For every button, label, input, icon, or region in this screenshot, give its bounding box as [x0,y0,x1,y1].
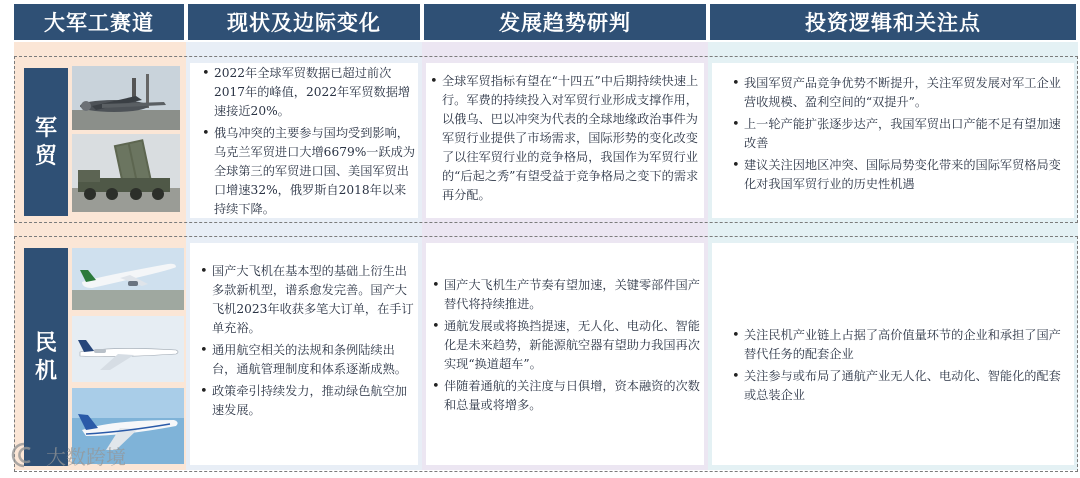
civil-trend-list [432,276,702,418]
header-track: 大军工赛道 [14,4,184,40]
category-char: 机 [34,358,57,384]
list-item: • 上一轮产能扩张逐步达产，我国军贸出口产能不足有望加速改善 [732,115,1068,153]
category-char: 贸 [34,143,57,169]
watermark [8,440,126,470]
list-item: • 国产大飞机在基本型的基础上衍生出多款新机型，谱系愈发完善。国产大飞机2023年收获多笔大订单，在手订单充裕。 [200,262,414,338]
category-military-trade [24,68,68,216]
category-char: 民 [34,330,57,356]
business-jet-photo [72,316,184,382]
header-logic: 投资逻辑和关注点 [710,4,1076,40]
list-item: • 全球军贸指标有望在“十四五”中后期持续快速上行。军费的持续投入对军贸行业形成支撑作用，以俄乌、巴以冲突为代表的全球地缘政治事件为军贸行业提供了市场需求，国际形势的变化改变了以往军贸行业的竞争格局，我国作为军贸行业的“后起之秀”有望受益于竞争格局之变下的需求再分配。 [430,72,702,205]
c919-airliner-photo [72,248,184,310]
civil-logic-list [732,326,1068,408]
military-trend-list [430,72,702,208]
missile-launcher-photo [72,134,180,212]
watermark-text: 大数跨境 [46,444,126,469]
list-item: • 通用航空相关的法规和条例陆续出台，通航管理制度和体系逐渐成熟。 [200,341,414,379]
list-item: • 伴随着通航的关注度与日俱增，资本融资的次数和总量或将增多。 [432,377,702,415]
header-status: 现状及边际变化 [188,4,420,40]
list-item: • 俄乌冲突的主要参与国均受到影响，乌克兰军贸进口大增6679%一跃成为全球第三的军贸进口国、美国军贸出口增速32%，俄罗斯自2018年以来持续下降。 [202,124,416,219]
list-item: • 国产大飞机生产节奏有望加速，关键零部件国产替代将持续推进。 [432,276,702,314]
list-item: • 建议关注因地区冲突、国际局势变化带来的国际军贸格局变化对我国军贸行业的历史性机遇 [732,156,1068,194]
list-item: • 关注民机产业链上占据了高价值量环节的企业和承担了国产替代任务的配套企业 [732,326,1068,364]
category-civil-aircraft [24,248,68,466]
list-item: • 我国军贸产品竞争优势不断提升，关注军贸发展对军工企业营收规模、盈利空间的“双提升”。 [732,74,1068,112]
header-trend: 发展趋势研判 [424,4,706,40]
list-item: • 2022年全球军贸数据已超过前次2017年的峰值，2022年军贸数据增速接近20%。 [202,64,416,121]
military-status-list [202,64,416,222]
military-logic-list [732,74,1068,197]
list-item: • 通航发展或将换挡提速，无人化、电动化、智能化是未来趋势，新能源航空器有望助力我国再次实现“换道超车”。 [432,317,702,374]
list-item: • 关注参与或布局了通航产业无人化、电动化、智能化的配套或总装企业 [732,367,1068,405]
category-char: 军 [34,115,57,141]
drone-photo [72,66,180,130]
watermark-logo-icon [8,440,42,470]
civil-status-list [200,262,414,423]
list-item: • 政策牵引持续发力，推动绿色航空加速发展。 [200,382,414,420]
